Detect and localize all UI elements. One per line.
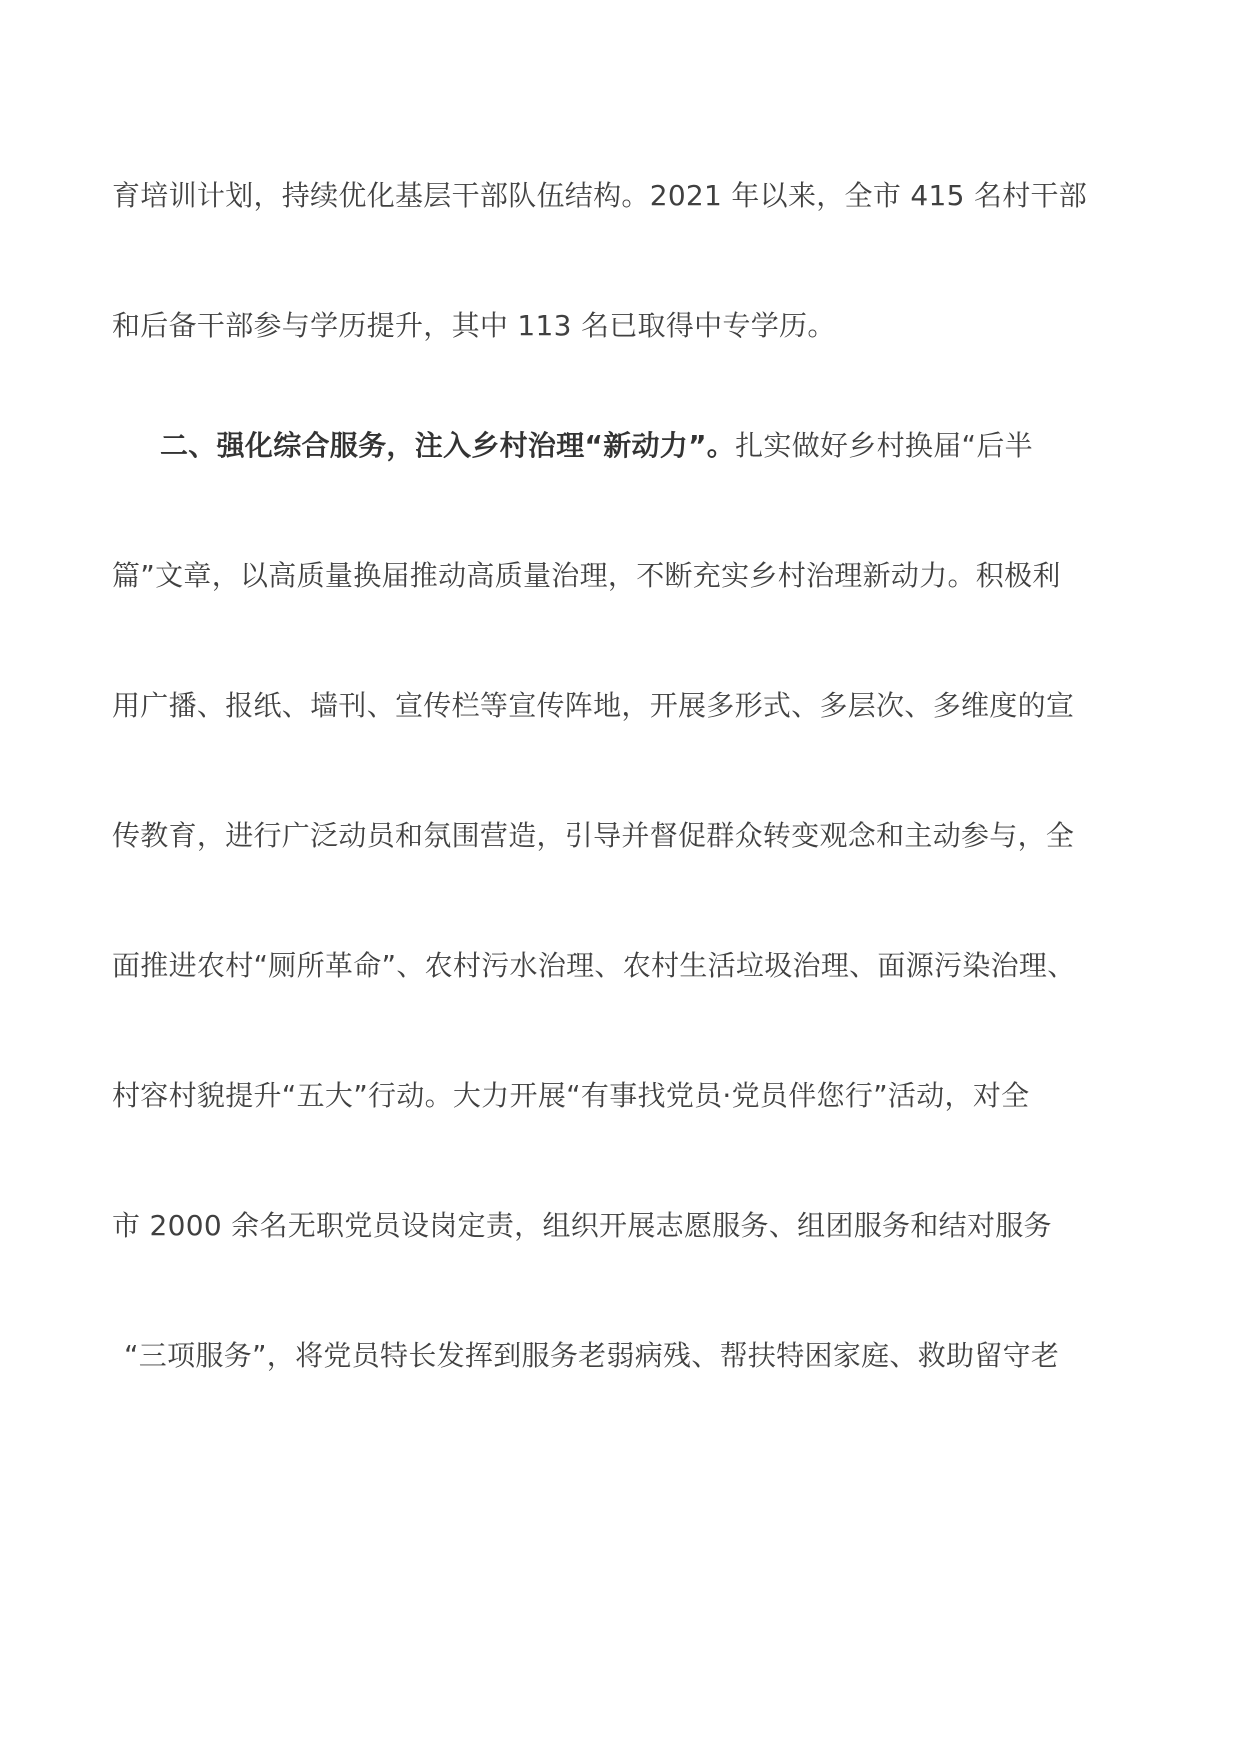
paragraph-text: 扎实做好乡村换届“后半	[735, 429, 1033, 462]
paragraph-line: 和后备干部参与学历提升，其中 113 名已取得中专学历。	[112, 309, 836, 342]
paragraph-line: 篇”文章，以高质量换届推动高质量治理，不断充实乡村治理新动力。积极利	[112, 559, 1061, 592]
paragraph-line: 面推进农村“厕所革命”、农村污水治理、农村生活垃圾治理、面源污染治理、	[112, 949, 1076, 982]
paragraph-line: 用广播、报纸、墙刊、宣传栏等宣传阵地，开展多形式、多层次、多维度的宣	[112, 689, 1075, 722]
paragraph-line: 育培训计划，持续优化基层干部队伍结构。2021 年以来，全市 415 名村干部	[112, 179, 1088, 212]
paragraph-line: “三项服务”，将党员特长发挥到服务老弱病残、帮扶特困家庭、救助留守老	[124, 1339, 1060, 1372]
section-line	[160, 426, 1033, 466]
paragraph-line: 村容村貌提升“五大”行动。大力开展“有事找党员·党员伴您行”活动，对全	[112, 1079, 1030, 1112]
section-heading: 二、强化综合服务，注入乡村治理“新动力”。	[160, 429, 736, 462]
paragraph-line: 市 2000 余名无职党员设岗定责，组织开展志愿服务、组团服务和结对服务	[112, 1209, 1052, 1242]
paragraph-line: 传教育，进行广泛动员和氛围营造，引导并督促群众转变观念和主动参与，全	[112, 819, 1075, 852]
